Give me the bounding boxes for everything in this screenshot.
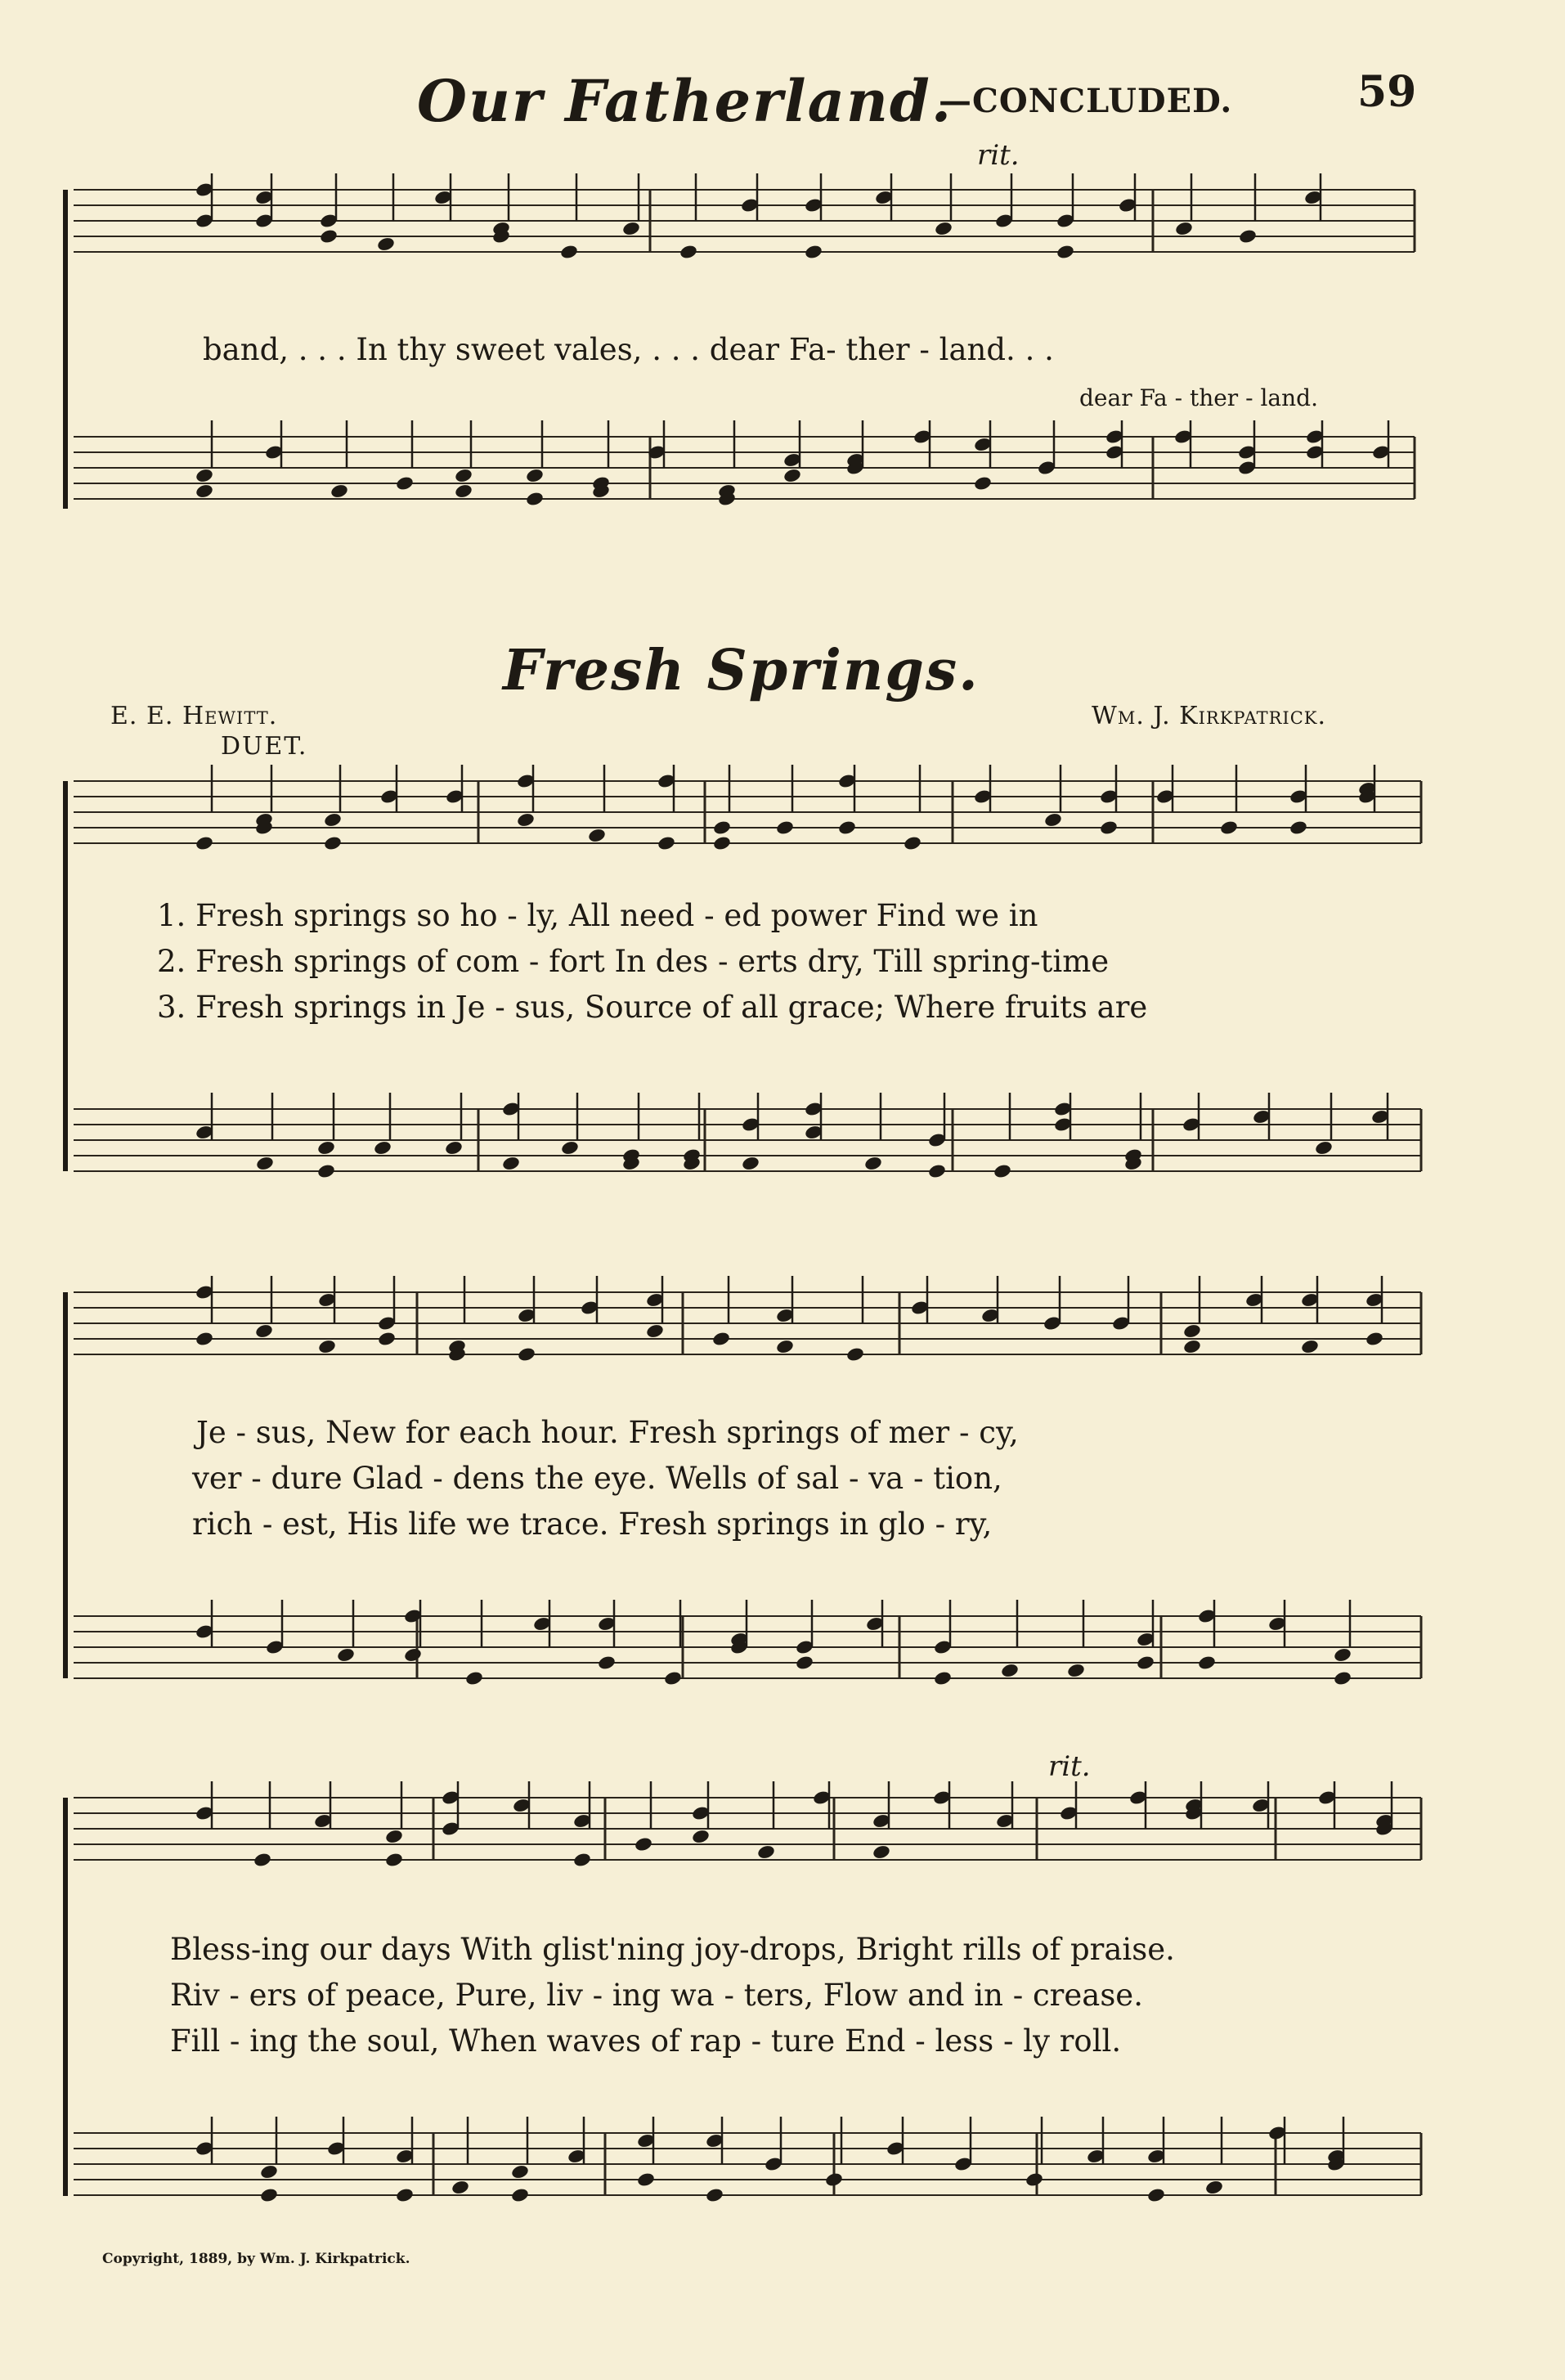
note-head	[510, 2164, 530, 2180]
note-head	[259, 2187, 279, 2203]
note-head	[1204, 2180, 1224, 2196]
note-head	[636, 2171, 656, 2188]
note-head	[195, 468, 214, 484]
note-head	[195, 835, 214, 851]
note-head	[195, 1331, 214, 1347]
note-head	[741, 1156, 760, 1172]
hymn-title: Fresh Springs.	[503, 638, 980, 703]
note-head	[255, 1156, 275, 1172]
note-head	[775, 1339, 795, 1355]
note-head	[1043, 812, 1063, 829]
note-head	[1333, 1670, 1352, 1686]
note-head	[464, 1670, 484, 1686]
note-head	[711, 1331, 731, 1347]
note-head	[1146, 2187, 1166, 2203]
note-head	[804, 244, 823, 260]
note-head	[516, 812, 536, 829]
note-head	[679, 244, 698, 260]
note-head	[316, 1140, 336, 1156]
verse-line: ver - dure Glad - dens the eye. Wells of sal - va - tion,	[192, 1461, 1002, 1496]
verse-line: Je - sus, New for each hour. Fresh springs of mer - cy,	[196, 1415, 1019, 1450]
note-head	[1365, 1331, 1384, 1347]
note-head	[454, 483, 473, 500]
note-head	[572, 1852, 592, 1868]
note-head	[1066, 1663, 1086, 1679]
note-head	[657, 835, 676, 851]
note-head	[934, 221, 953, 237]
note-head	[1314, 1140, 1334, 1156]
note-head	[775, 820, 795, 836]
lyrics-line: band, . . . In thy sweet vales, . . . dear Fa- ther - land. . .	[203, 332, 1054, 367]
note-head	[384, 1829, 404, 1845]
note-head	[336, 1647, 356, 1664]
note-head	[254, 1323, 274, 1340]
note-head	[451, 2180, 470, 2196]
note-head	[559, 244, 579, 260]
note-head	[323, 835, 343, 851]
note-head	[795, 1655, 814, 1671]
verse-line: 2. Fresh springs of com - fort In des - erts dry, Till spring-time	[157, 944, 1110, 979]
note-head	[634, 1836, 653, 1852]
note-head	[712, 820, 732, 836]
note-head	[872, 1844, 891, 1861]
note-head	[1333, 1647, 1352, 1664]
note-head	[691, 1829, 711, 1845]
note-head	[403, 1647, 423, 1664]
note-head	[705, 2187, 724, 2203]
verse-line: Fill - ing the soul, When waves of rap - ture End - less - ly roll.	[170, 2023, 1122, 2059]
note-head	[454, 468, 473, 484]
note-head	[1238, 228, 1258, 245]
note-head	[645, 1323, 665, 1340]
note-head	[1056, 244, 1075, 260]
note-head	[756, 1844, 776, 1861]
bass-lyrics-line: dear Fa - ther - land.	[1079, 384, 1318, 411]
page-subtitle: —CONCLUDED.	[939, 82, 1233, 120]
note-head	[330, 483, 349, 500]
note-head	[377, 1331, 397, 1347]
note-head	[316, 1163, 336, 1179]
note-head	[837, 820, 857, 836]
note-head	[1136, 1655, 1155, 1671]
ritardando-marking: rit.	[977, 139, 1020, 172]
note-head	[525, 468, 545, 484]
note-head	[560, 1140, 580, 1156]
note-head	[253, 1852, 272, 1868]
note-head	[259, 2164, 279, 2180]
note-head	[195, 483, 214, 500]
note-head	[395, 2187, 415, 2203]
note-head	[517, 1346, 536, 1363]
note-head	[384, 1852, 404, 1868]
note-head	[1099, 820, 1119, 836]
note-head	[1174, 221, 1194, 237]
copyright-notice: Copyright, 1889, by Wm. J. Kirkpatrick.	[102, 2251, 410, 2267]
note-head	[501, 1156, 521, 1172]
note-head	[1025, 2171, 1044, 2188]
note-head	[323, 812, 343, 829]
note-head	[845, 1346, 865, 1363]
note-head	[1219, 820, 1239, 836]
note-head	[444, 1140, 464, 1156]
verse-line: Riv - ers of peace, Pure, liv - ing wa - ters, Flow and in - crease.	[170, 1978, 1143, 2013]
verse-line: 3. Fresh springs in Je - sus, Source of all grace; Where fruits are	[157, 990, 1148, 1025]
verse-line: rich - est, His life we trace. Fresh springs in glo - ry,	[192, 1507, 993, 1542]
note-head	[373, 1140, 392, 1156]
note-head	[376, 236, 396, 253]
note-head	[1300, 1339, 1320, 1355]
verse-line: 1. Fresh springs so ho - ly, All need - ed power Find we in	[157, 898, 1038, 933]
note-head	[993, 1163, 1012, 1179]
note-head	[1197, 1655, 1217, 1671]
note-head	[587, 828, 607, 844]
note-head	[317, 1339, 337, 1355]
performance-marking: DUET.	[221, 732, 308, 761]
note-head	[863, 1156, 883, 1172]
note-head	[597, 1655, 617, 1671]
note-head	[933, 1670, 953, 1686]
note-head	[663, 1670, 683, 1686]
note-head	[824, 2171, 844, 2188]
note-head	[782, 468, 802, 484]
hymn-author: E. E. Hewitt.	[110, 702, 278, 730]
note-head	[1289, 820, 1308, 836]
note-head	[621, 221, 641, 237]
page-number: 59	[1357, 67, 1417, 117]
note-head	[510, 2187, 530, 2203]
note-head	[395, 475, 415, 492]
note-head	[973, 475, 993, 492]
note-head	[1182, 1339, 1202, 1355]
note-head	[319, 228, 339, 245]
note-head	[903, 835, 922, 851]
page-title: Our Fatherland.	[417, 67, 953, 135]
note-head	[712, 835, 732, 851]
note-head	[1000, 1663, 1020, 1679]
verse-line: Bless-ing our days With glist'ning joy-drops, Bright rills of praise.	[170, 1932, 1175, 1967]
note-head	[525, 491, 545, 507]
ritardando-marking: rit.	[1048, 1750, 1091, 1783]
note-head	[1182, 1323, 1202, 1340]
hymn-composer: Wm. J. Kirkpatrick.	[1092, 702, 1327, 730]
note-head	[927, 1163, 947, 1179]
